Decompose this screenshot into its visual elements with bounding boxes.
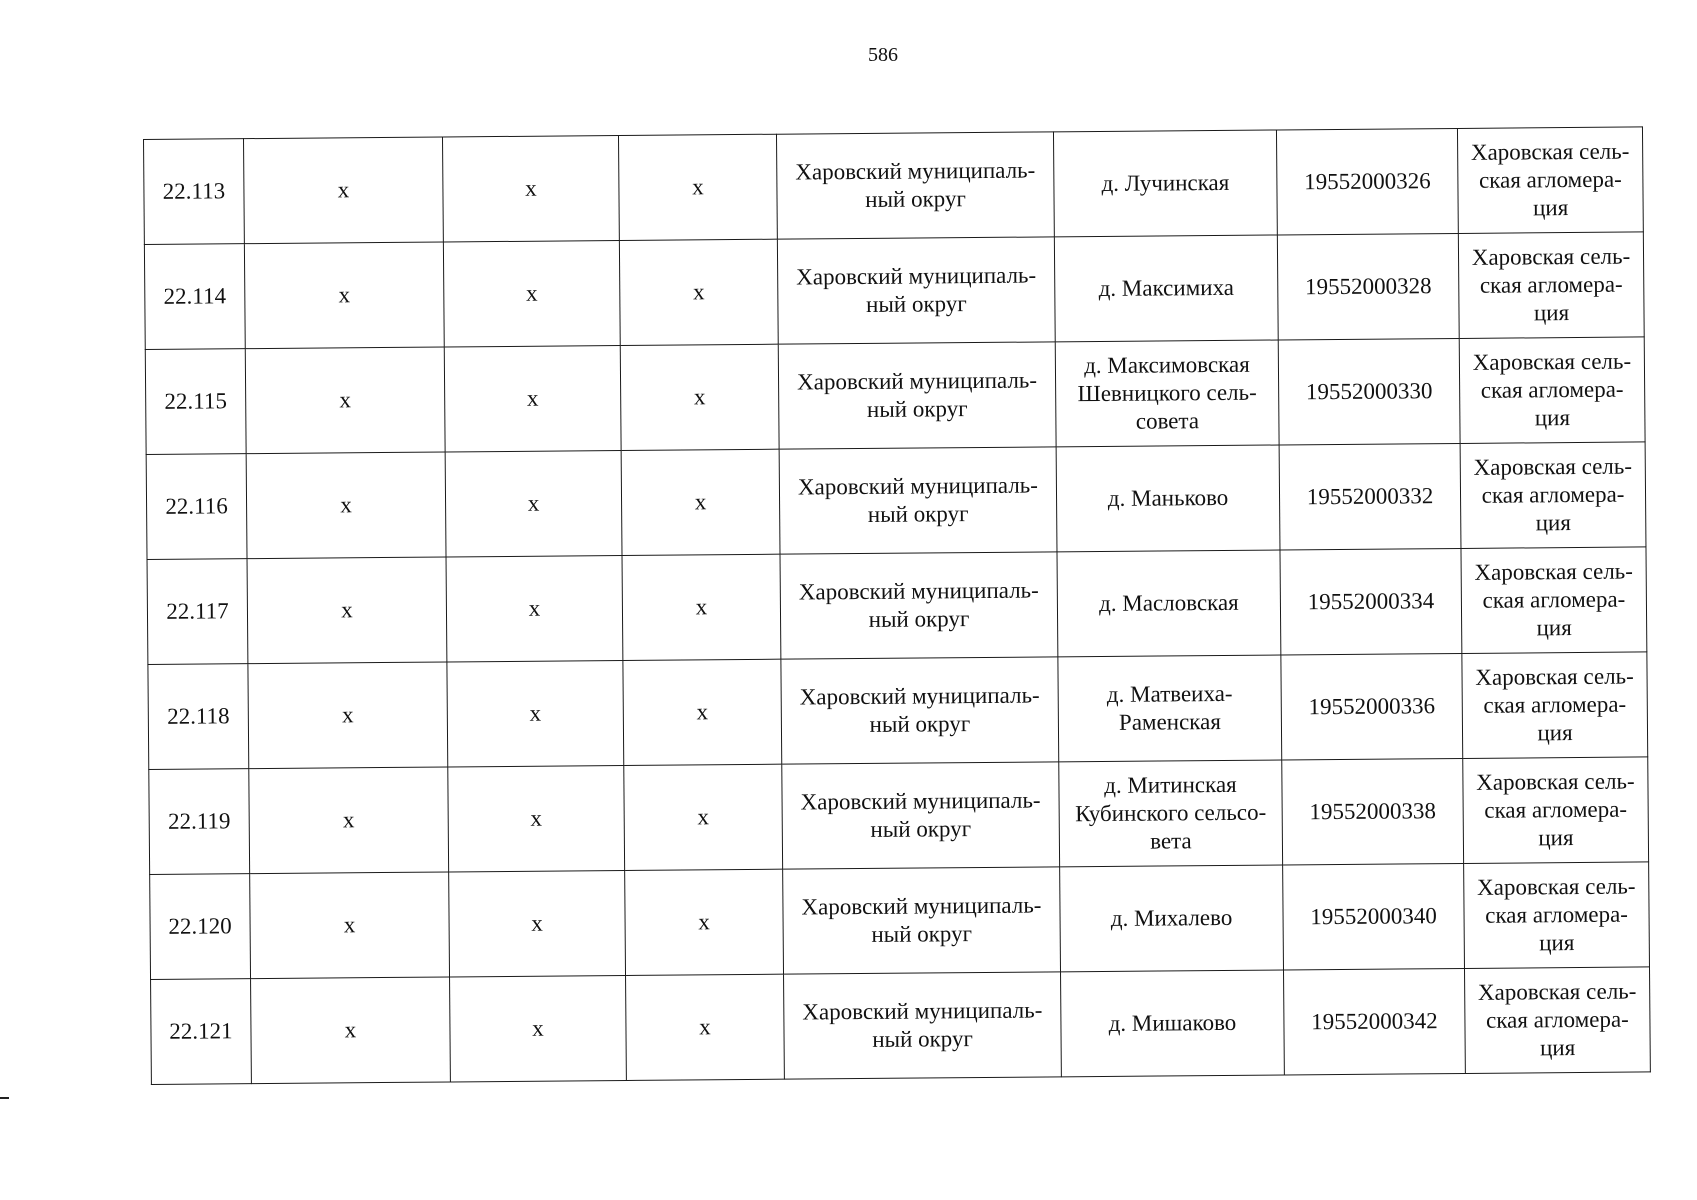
code-cell: 19552000336 (1281, 653, 1463, 760)
row-number-cell: 22.120 (150, 874, 251, 980)
cross-cell: х (244, 137, 444, 244)
cross-cell: х (450, 975, 627, 1081)
cross-cell: х (444, 346, 621, 452)
municipality-cell: Харовский муниципаль-ный округ (777, 237, 1055, 344)
settlement-cell: д. Максимиха (1054, 235, 1278, 342)
cross-cell: х (449, 870, 626, 976)
cross-cell: х (623, 659, 782, 765)
row-number-cell: 22.119 (149, 769, 250, 875)
table-row (151, 967, 1651, 1085)
settlement-cell: д. Мишаково (1061, 970, 1285, 1077)
settlement-cell: д. Маньково (1056, 445, 1280, 552)
cross-cell: х (618, 134, 777, 240)
table-row (149, 757, 1649, 875)
cross-cell: х (246, 452, 446, 559)
cross-cell: х (445, 451, 622, 557)
municipality-cell: Харовский муниципаль-ный округ (781, 657, 1059, 764)
table-row (146, 442, 1646, 560)
cross-cell: х (625, 869, 784, 975)
row-number-cell: 22.117 (147, 559, 248, 665)
code-cell: 19552000326 (1276, 128, 1458, 235)
cross-cell: х (619, 239, 778, 345)
agglomeration-cell: Харовская сель-ская агломера-ция (1459, 337, 1645, 444)
table-row (145, 337, 1645, 455)
agglomeration-cell: Харовская сель-ская агломера-ция (1461, 547, 1647, 654)
table-body (144, 127, 1651, 1085)
agglomeration-cell: Харовская сель-ская агломера-ция (1464, 967, 1650, 1074)
agglomeration-cell: Харовская сель-ская агломера-ция (1464, 862, 1650, 969)
cross-cell: х (244, 242, 444, 349)
cross-cell: х (250, 872, 450, 979)
table-row (148, 652, 1648, 770)
table-row (147, 547, 1647, 665)
settlement-cell: д. Митинская Кубинского сельсо-вета (1059, 760, 1283, 867)
cross-cell: х (626, 974, 785, 1080)
cross-cell: х (251, 977, 451, 1084)
municipality-cell: Харовский муниципаль-ный округ (782, 762, 1060, 869)
cross-cell: х (620, 344, 779, 450)
row-number-cell: 22.118 (148, 664, 249, 770)
cross-cell: х (446, 556, 623, 662)
cross-cell: х (249, 767, 449, 874)
municipality-cell: Харовский муниципаль-ный округ (779, 447, 1057, 554)
code-cell: 19552000338 (1282, 758, 1464, 865)
cross-cell: х (624, 764, 783, 870)
cross-cell: х (248, 662, 448, 769)
agglomeration-cell: Харовская сель-ская агломера-ция (1462, 652, 1648, 759)
cross-cell: х (447, 660, 624, 766)
cross-cell: х (621, 449, 780, 555)
agglomeration-cell: Харовская сель-ская агломера-ция (1458, 232, 1644, 339)
settlement-cell: д. Максимовская Шевницкого сель-совета (1055, 340, 1279, 447)
page-number: 586 (868, 44, 898, 66)
agglomeration-cell: Харовская сель-ская агломера-ция (1463, 757, 1649, 864)
settlement-cell: д. Масловская (1057, 550, 1281, 657)
municipality-cell: Харовский муниципаль-ный округ (780, 552, 1058, 659)
cross-cell: х (247, 557, 447, 664)
row-number-cell: 22.115 (145, 349, 246, 455)
table-row (150, 862, 1650, 980)
margin-mark (0, 1097, 9, 1099)
table-row (144, 127, 1644, 245)
row-number-cell: 22.113 (144, 139, 245, 245)
municipality-cell: Харовский муниципаль-ный округ (778, 342, 1056, 449)
code-cell: 19552000334 (1280, 548, 1462, 655)
municipality-cell: Харовский муниципаль-ный округ (776, 132, 1054, 239)
cross-cell: х (442, 136, 619, 242)
settlement-cell: д. Лучинская (1053, 130, 1277, 237)
row-number-cell: 22.114 (144, 244, 245, 350)
row-number-cell: 22.121 (151, 979, 252, 1085)
code-cell: 19552000342 (1284, 968, 1466, 1075)
code-cell: 19552000340 (1283, 863, 1465, 970)
row-number-cell: 22.116 (146, 454, 247, 560)
agglomeration-cell: Харовская сель-ская агломера-ция (1457, 127, 1643, 234)
municipality-cell: Харовский муниципаль-ный округ (783, 867, 1061, 974)
table-row (144, 232, 1644, 350)
cross-cell: х (443, 241, 620, 347)
code-cell: 19552000332 (1279, 443, 1461, 550)
code-cell: 19552000328 (1277, 233, 1459, 340)
settlements-table (143, 126, 1651, 1085)
cross-cell: х (448, 765, 625, 871)
municipality-cell: Харовский муниципаль-ный округ (784, 972, 1062, 1079)
cross-cell: х (622, 554, 781, 660)
cross-cell: х (245, 347, 445, 454)
settlement-cell: д. Матвеиха-Раменская (1058, 655, 1282, 762)
settlement-cell: д. Михалево (1060, 865, 1284, 972)
code-cell: 19552000330 (1278, 338, 1460, 445)
agglomeration-cell: Харовская сель-ская агломера-ция (1460, 442, 1646, 549)
